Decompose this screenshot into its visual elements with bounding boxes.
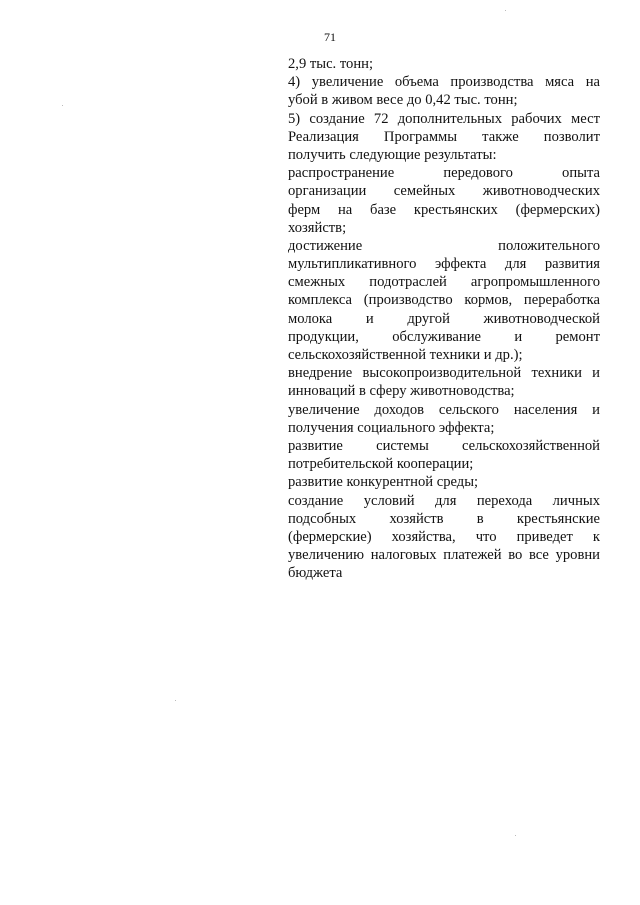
- scan-speck: [505, 10, 506, 11]
- text-line: бюджета: [288, 565, 343, 582]
- text-line: 4) увеличение объема производства мяса на: [288, 74, 600, 91]
- text-line: организации семейных животноводческих: [288, 183, 600, 200]
- text-line: развитие конкурентной среды;: [288, 474, 479, 491]
- text-line: достижение положительного: [288, 237, 600, 254]
- text-line: хозяйств;: [288, 219, 347, 236]
- text-line: ферм на базе крестьянских (фермерских): [288, 201, 600, 218]
- text-line: комплекса (производство кормов, переработка: [288, 292, 600, 309]
- text-line: внедрение высокопроизводительной техники и: [288, 365, 600, 382]
- text-line: получить следующие результаты:: [288, 146, 497, 163]
- text-line: увеличению налоговых платежей во все уровни: [288, 547, 600, 564]
- text-line: смежных подотраслей агропромышленного: [288, 274, 600, 291]
- text-line: 2,9 тыс. тонн;: [288, 56, 374, 72]
- scan-speck: [175, 700, 176, 701]
- text-line: сельскохозяйственной техники и др.);: [288, 347, 523, 363]
- text-line: мультипликативного эффекта для развития: [288, 256, 600, 273]
- text-line: (фермерские) хозяйства, что приведет к: [288, 528, 600, 545]
- text-line: потребительской кооперации;: [288, 456, 474, 473]
- page-number: 71: [324, 30, 336, 44]
- scan-speck: [515, 835, 516, 836]
- document-text-column: [288, 55, 600, 582]
- text-line: увеличение доходов сельского населения и: [288, 401, 600, 418]
- text-line: распространение передового опыта: [288, 165, 600, 182]
- text-line: создание условий для перехода личных: [288, 492, 600, 509]
- text-line: убой в живом весе до 0,42 тыс. тонн;: [288, 92, 518, 109]
- text-line: получения социального эффекта;: [288, 419, 495, 436]
- text-line: подсобных хозяйств в крестьянские: [288, 510, 600, 527]
- text-line: развитие системы сельскохозяйственной: [288, 437, 600, 454]
- text-line: Реализация Программы также позволит: [288, 128, 600, 145]
- text-line: инноваций в сферу животноводства;: [288, 383, 515, 400]
- text-line: 5) создание 72 дополнительных рабочих мест: [288, 110, 600, 127]
- text-line: молока и другой животноводческой: [288, 310, 600, 327]
- text-line: продукции, обслуживание и ремонт: [288, 328, 600, 345]
- scan-speck: [62, 105, 63, 106]
